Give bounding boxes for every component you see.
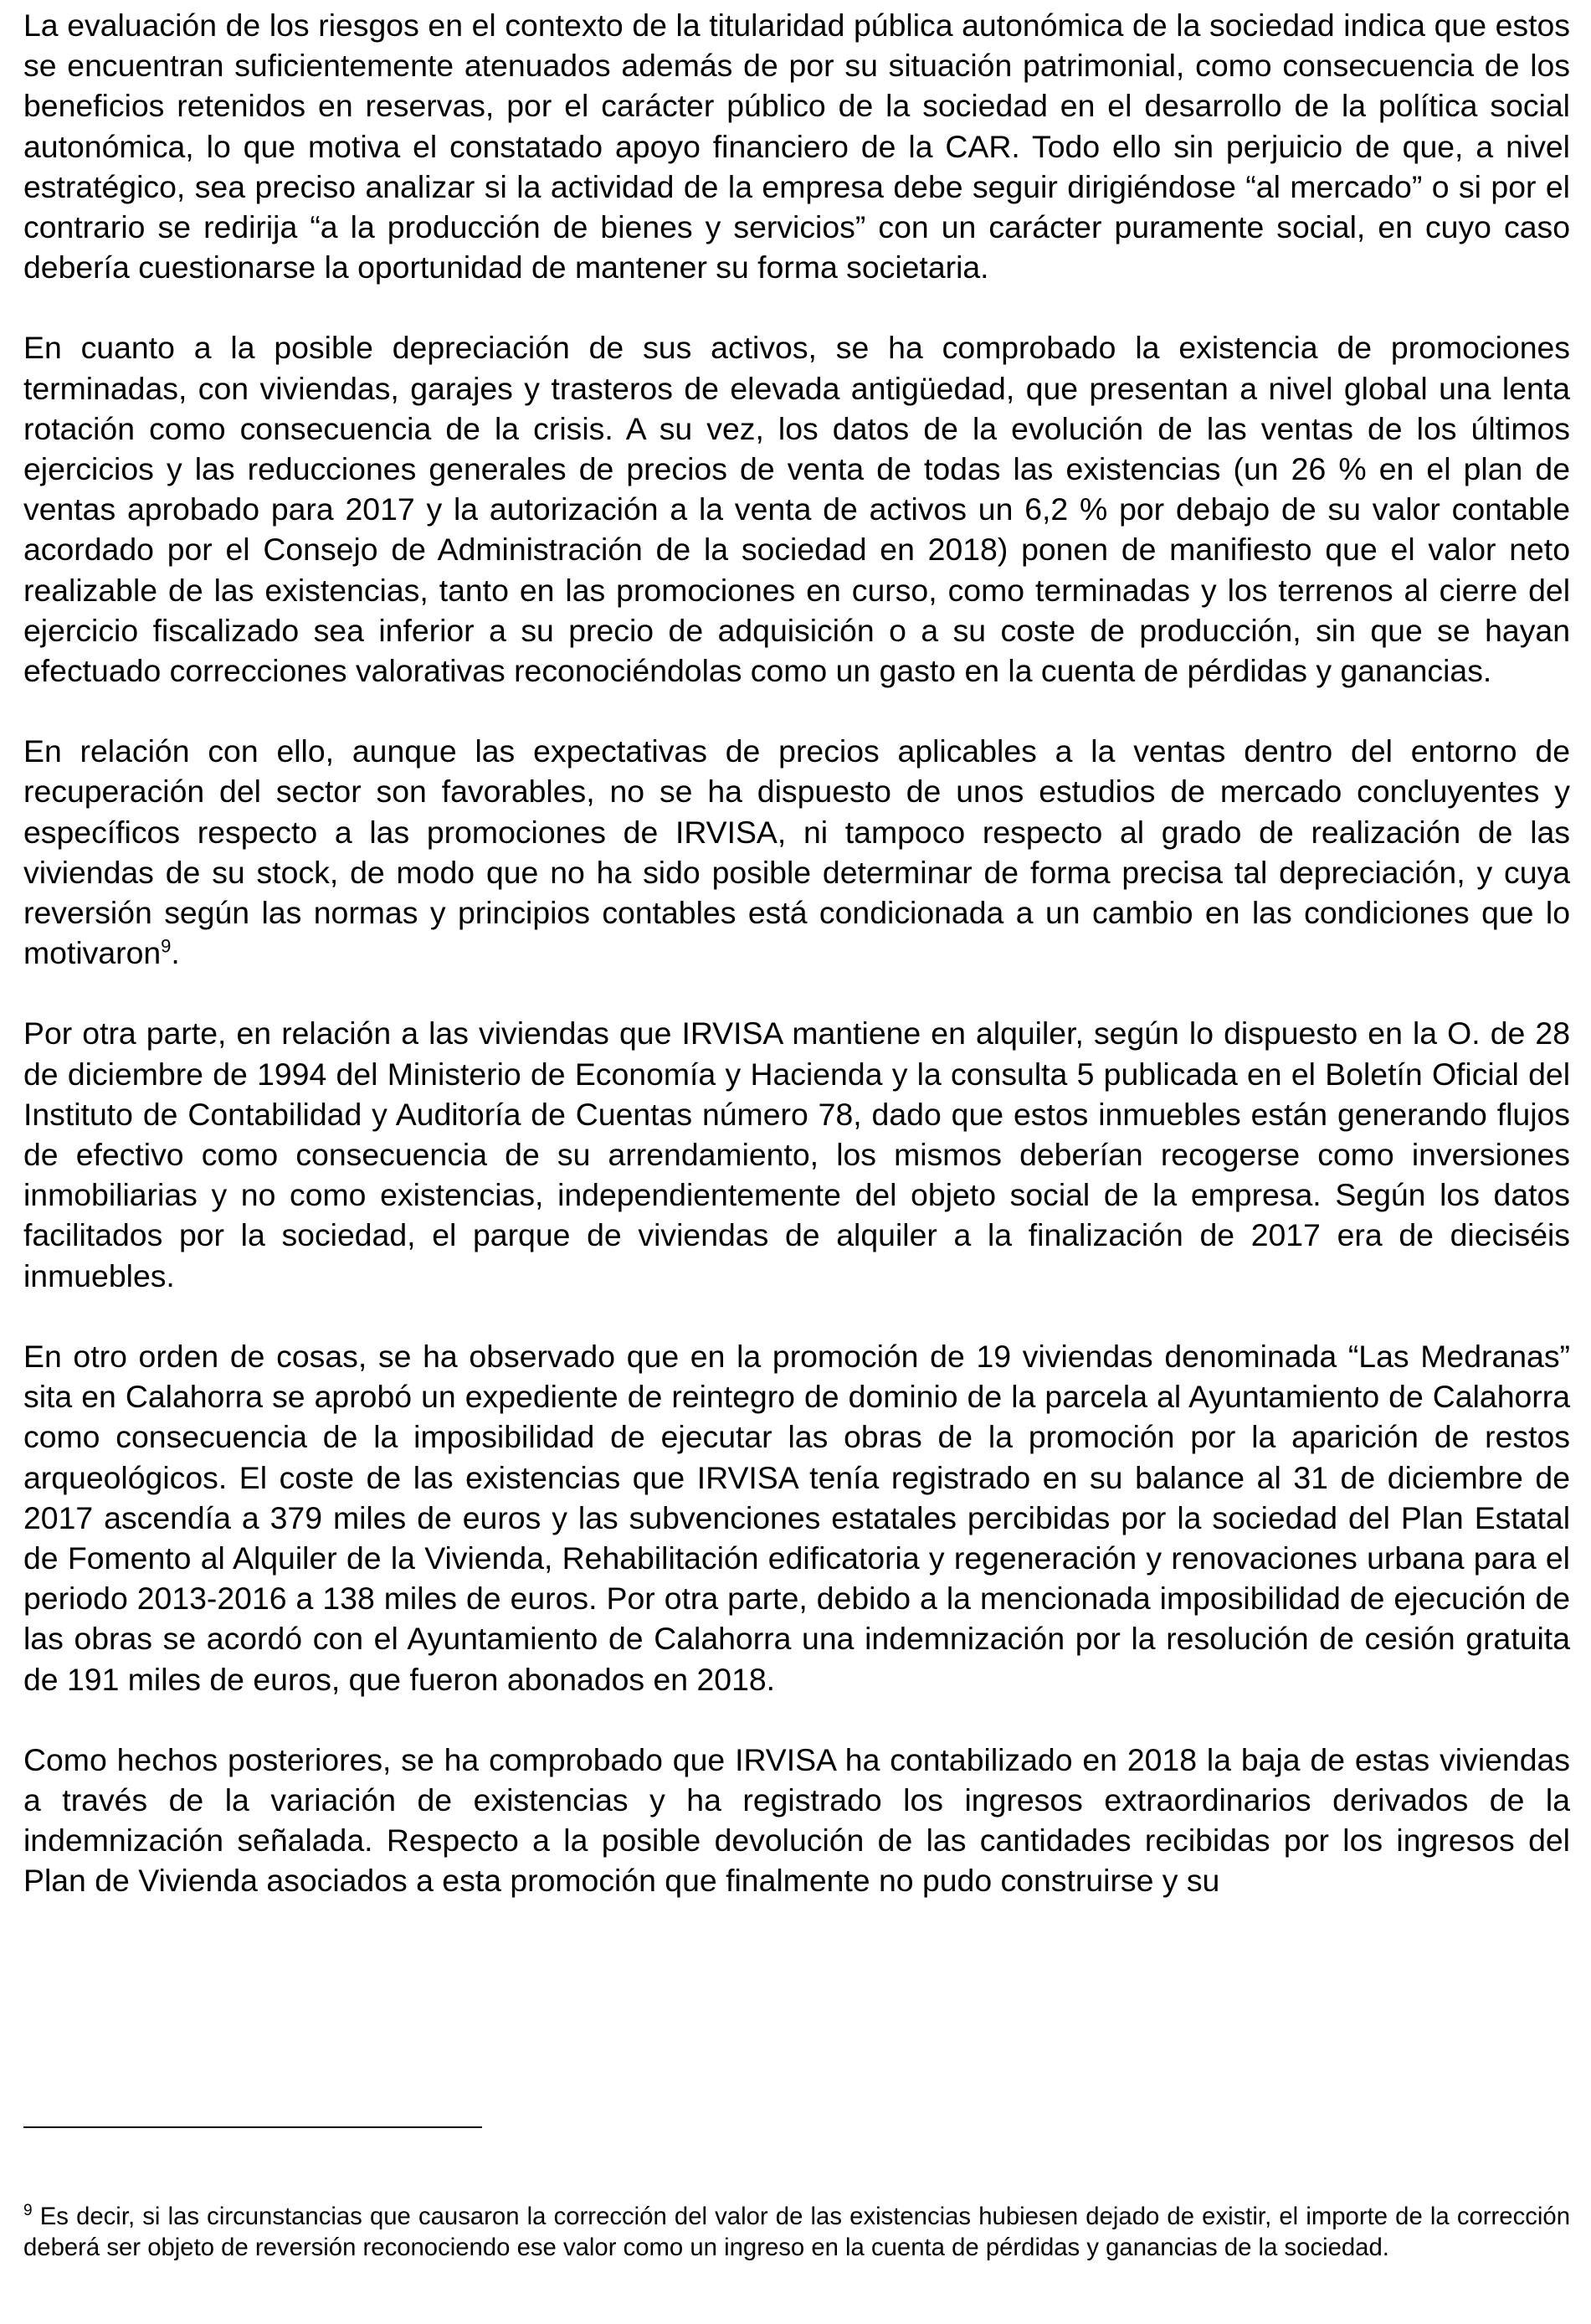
- paragraph-market-studies: [23, 731, 1570, 973]
- paragraph-las-medranas: En otro orden de cosas, se ha observado que en la promoción de 19 viviendas denominada “Las Medranas” sita en Calahorra se aprobó un expediente de reintegro de dominio de la parcela al Ayuntamiento de Calahorra como consecuencia de la imposibilidad de ejecutar las obras de la promoción por la aparición de restos arqueológicos. El coste de las existencias que IRVISA tenía registrado en su balance al 31 de diciembre de 2017 ascendía a 379 miles de euros y las subvenciones estatales percibidas por la sociedad del Plan Estatal de Fomento al Alquiler de la Vivienda, Rehabilitación edificatoria y regeneración y renovaciones urbana para el periodo 2013-2016 a 138 miles de euros. Por otra parte, debido a la mencionada imposibilidad de ejecución de las obras se acordó con el Ayuntamiento de Calahorra una indemnización por la resolución de cesión gratuita de 191 miles de euros, que fueron abonados en 2018.: [23, 1338, 1570, 1697]
- paragraph-subsequent-events: Como hechos posteriores, se ha comprobado que IRVISA ha contabilizado en 2018 la baja de estas viviendas a través de la variación de existencias y ha registrado los ingresos extraordinarios derivados de la indemnización señalada. Respecto a la posible devolución de las cantidades recibidas por los ingresos del Plan de Vivienda asociados a esta promoción que finalmente no pudo construirse y su: [23, 1741, 1570, 1899]
- paragraph-asset-depreciation: En cuanto a la posible depreciación de sus activos, se ha comprobado la existencia de promociones terminadas, con viviendas, garajes y trasteros de elevada antigüedad, que presentan a nivel global una lenta rotación como consecuencia de la crisis. A su vez, los datos de la evolución de las ventas de los últimos ejercicios y las reducciones generales de precios de venta de todas las existencias (un 26 % en el plan de ventas aprobado para 2017 y la autorización a la venta de activos un 6,2 % por debajo de su valor contable acordado por el Consejo de Administración de la sociedad en 2018) ponen de manifiesto que el valor neto realizable de las existencias, tanto en las promociones en curso, como terminadas y los terrenos al cierre del ejercicio fiscalizado sea inferior a su precio de adquisición o a su coste de producción, sin que se hayan efectuado correcciones valorativas reconociéndolas como un gasto en la cuenta de pérdidas y ganancias.: [23, 330, 1570, 689]
- document-body: [23, 5, 1570, 1901]
- paragraph-market-studies-end: .: [171, 935, 180, 971]
- paragraph-market-studies-text: En relación con ello, aunque las expectativas de precios aplicables a la ventas dentro del entorno de recuperación del sector son favorables, no se ha dispuesto de unos estudios de mercado concluyentes y específicos respecto a las promociones de IRVISA, ni tampoco respecto al grado de realización de las viviendas de su stock, de modo que no ha sido posible determinar de forma precisa tal depreciación, y cuya reversión según las normas y principios contables está condicionada a un cambio en las condiciones que lo motivaron: [23, 733, 1570, 971]
- footnote-marker: 9: [23, 2202, 33, 2220]
- footnote-text: Es decir, si las circunstancias que causaron la corrección del valor de las existencias hubiesen dejado de existir, el importe de la corrección deberá ser objeto de reversión reconociendo ese valor como un ingreso en la cuenta de pérdidas y ganancias de la sociedad.: [23, 2203, 1570, 2261]
- footnote-divider: [23, 2126, 482, 2128]
- paragraph-rental-housing: Por otra parte, en relación a las viviendas que IRVISA mantiene en alquiler, según lo dispuesto en la O. de 28 de diciembre de 1994 del Ministerio de Economía y Hacienda y la consulta 5 publicada en el Boletín Oficial del Instituto de Contabilidad y Auditoría de Cuentas número 78, dado que estos inmuebles están generando flujos de efectivo como consecuencia de su arrendamiento, los mismos deberían recogerse como inversiones inmobiliarias y no como existencias, independientemente del objeto social de la empresa. Según los datos facilitados por la sociedad, el parque de viviendas de alquiler a la finalización de 2017 era de dieciséis inmuebles.: [23, 1015, 1570, 1293]
- footnote: [23, 2201, 1570, 2263]
- paragraph-risk-evaluation: La evaluación de los riesgos en el contexto de la titularidad pública autonómica de la sociedad indica que estos se encuentran suficientemente atenuados además de por su situación patrimonial, como consecuencia de los beneficios retenidos en reservas, por el carácter público de la sociedad en el desarrollo de la política social autonómica, lo que motiva el constatado apoyo financiero de la CAR. Todo ello sin perjuicio de que, a nivel estratégico, sea preciso analizar si la actividad de la empresa debe seguir dirigiéndose “al mercado” o si por el contrario se redirija “a la producción de bienes y servicios” con un carácter puramente social, en cuyo caso debería cuestionarse la oportunidad de mantener su forma societaria.: [23, 8, 1570, 285]
- footnote-reference[interactable]: 9: [161, 935, 172, 957]
